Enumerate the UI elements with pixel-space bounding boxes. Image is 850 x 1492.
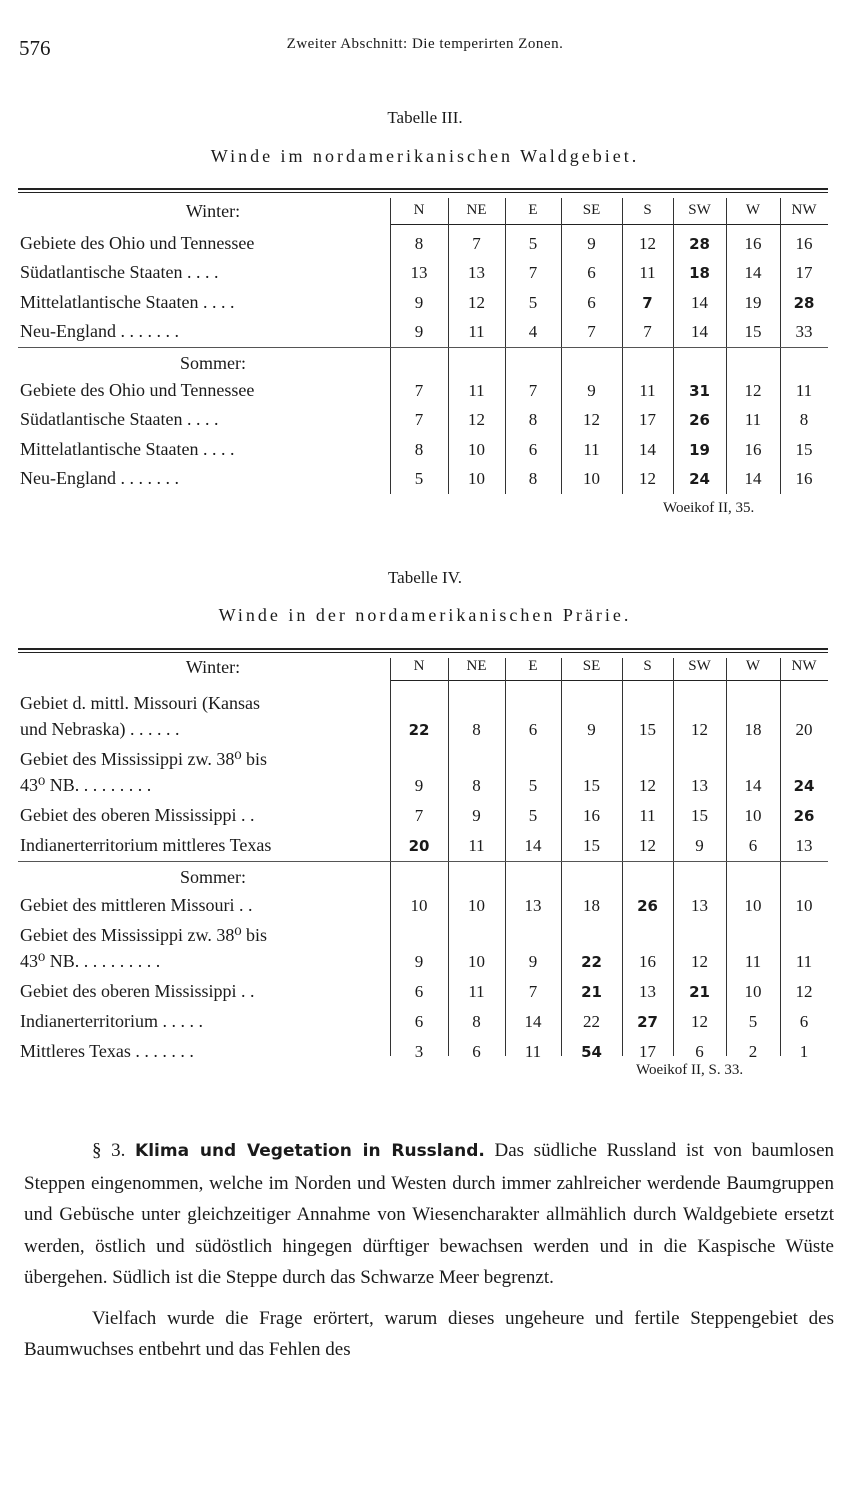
- season-rule: [18, 861, 828, 862]
- row-label: 43⁰ NB. . . . . . . . . .: [20, 951, 161, 971]
- cell-ne: 9: [472, 806, 481, 825]
- winter-heading: Winter:: [185, 657, 241, 677]
- cell-sw: 31: [689, 382, 710, 400]
- cell-w: 16: [744, 439, 762, 459]
- cell-se: 9: [587, 234, 596, 253]
- cell-se: 54: [581, 1043, 602, 1061]
- cell-e: 5: [528, 776, 538, 795]
- row-label: Indianerterritorium . . . . .: [20, 1011, 203, 1031]
- cell-nw: 6: [799, 1012, 809, 1031]
- cell-s: 7: [642, 293, 653, 312]
- running-title: Zweiter Abschnitt: Die temperirten Zonen.: [286, 36, 564, 52]
- cell-n: 9: [414, 292, 424, 312]
- cell-sw: 12: [691, 952, 708, 971]
- cell-sw: 12: [691, 720, 708, 739]
- cell-w: 14: [744, 776, 762, 795]
- cell-e: 7: [528, 982, 538, 1001]
- cell-s: 11: [639, 263, 656, 283]
- cell-nw: 20: [795, 720, 813, 739]
- cell-sw: 9: [695, 836, 704, 855]
- cell-w: 19: [744, 292, 762, 312]
- row-label: Gebiet des oberen Mississippi . .: [20, 805, 255, 825]
- row-label: Gebiet des Mississippi zw. 38⁰ bis: [20, 749, 268, 769]
- cell-n: 22: [408, 721, 430, 739]
- cell-nw: 8: [799, 410, 809, 430]
- table3-subcaption: Winde im nordamerikanischen Waldgebiet.: [210, 146, 640, 166]
- cell-w: 11: [744, 410, 762, 430]
- cell-w: 2: [748, 1042, 758, 1061]
- cell-n: 13: [410, 263, 428, 283]
- cell-se: 12: [583, 410, 600, 430]
- cell-e: 7: [528, 381, 538, 400]
- cell-sw: 28: [689, 235, 710, 253]
- column-header-ne: NE: [466, 658, 487, 674]
- cell-ne: 10: [468, 469, 485, 489]
- row-label: Neu-England . . . . . . .: [20, 321, 179, 342]
- row-label: und Nebraska) . . . . . .: [20, 719, 180, 739]
- row-label: Gebiet des Mississippi zw. 38⁰ bis: [20, 925, 268, 945]
- cell-w: 16: [744, 234, 762, 253]
- cell-n: 9: [414, 322, 424, 342]
- cell-ne: 11: [468, 381, 485, 400]
- cell-n: 5: [414, 469, 424, 489]
- cell-sw: 13: [691, 896, 708, 915]
- cell-w: 12: [744, 381, 762, 400]
- column-header-s: S: [643, 658, 652, 674]
- cell-ne: 6: [472, 1042, 481, 1061]
- top-rule: [18, 648, 828, 650]
- column-header-n: N: [413, 658, 425, 674]
- section-text: [24, 1135, 834, 1366]
- table3-caption: Tabelle III.: [387, 108, 463, 127]
- cell-s: 12: [639, 836, 656, 855]
- row-label: Gebiet d. mittl. Missouri (Kansas: [20, 693, 260, 713]
- cell-se: 10: [583, 469, 600, 489]
- cell-nw: 26: [793, 807, 815, 825]
- cell-e: 5: [528, 806, 538, 825]
- cell-e: 8: [528, 410, 538, 430]
- cell-sw: 15: [691, 806, 708, 825]
- cell-ne: 10: [468, 439, 485, 459]
- cell-n: 20: [408, 837, 430, 855]
- cell-e: 14: [524, 1012, 542, 1031]
- cell-sw: 24: [689, 470, 710, 489]
- top-rule: [18, 188, 828, 190]
- row-label: Gebiet des oberen Mississippi . .: [20, 981, 255, 1001]
- cell-n: 9: [414, 952, 424, 971]
- cell-sw: 6: [695, 1042, 704, 1061]
- cell-nw: 13: [795, 836, 813, 855]
- paragraph-1: [24, 1135, 834, 1294]
- cell-s: 17: [639, 410, 656, 430]
- table3-wind-table: [18, 188, 828, 516]
- cell-se: 6: [587, 292, 596, 312]
- cell-s: 12: [639, 234, 656, 253]
- row-label: Neu-England . . . . . . .: [20, 468, 179, 489]
- cell-se: 15: [583, 836, 600, 855]
- top-rule-thin: [18, 192, 828, 193]
- cell-e: 9: [528, 952, 538, 971]
- cell-ne: 12: [468, 292, 485, 312]
- cell-w: 18: [744, 720, 762, 739]
- cell-ne: 7: [472, 234, 481, 253]
- cell-w: 6: [748, 836, 758, 855]
- cell-w: 10: [744, 982, 762, 1001]
- cell-n: 6: [414, 982, 424, 1001]
- cell-sw: 14: [691, 322, 708, 342]
- cell-nw: 11: [795, 381, 813, 400]
- row-label: Mittleres Texas . . . . . . .: [20, 1041, 194, 1061]
- cell-s: 14: [639, 439, 656, 459]
- row-label: Gebiete des Ohio und Tennessee: [20, 380, 255, 400]
- cell-nw: 11: [795, 952, 813, 971]
- cell-n: 8: [414, 439, 424, 459]
- cell-se: 9: [587, 720, 596, 739]
- cell-se: 21: [581, 983, 602, 1001]
- column-header-n: N: [413, 202, 425, 218]
- cell-sw: 14: [691, 292, 708, 312]
- column-header-e: E: [528, 658, 538, 674]
- cell-s: 17: [639, 1042, 656, 1061]
- cell-w: 14: [744, 469, 762, 489]
- cell-se: 22: [583, 1012, 600, 1031]
- cell-e: 7: [528, 263, 538, 283]
- cell-nw: 15: [795, 439, 813, 459]
- page-number: 576: [19, 36, 51, 60]
- cell-sw: 18: [689, 264, 710, 283]
- cell-ne: 13: [468, 263, 485, 283]
- cell-e: 6: [528, 720, 538, 739]
- column-header-se: SE: [582, 202, 601, 218]
- column-header-nw: NW: [791, 658, 817, 674]
- header-rule: [390, 224, 828, 225]
- cell-nw: 17: [795, 263, 813, 283]
- cell-w: 5: [748, 1012, 758, 1031]
- table4-caption: Tabelle IV.: [387, 568, 463, 587]
- cell-s: 12: [639, 776, 656, 795]
- cell-w: 10: [744, 806, 762, 825]
- cell-e: 6: [528, 439, 538, 459]
- cell-se: 11: [583, 439, 600, 459]
- cell-n: 3: [414, 1042, 424, 1061]
- cell-ne: 8: [472, 776, 481, 795]
- cell-se: 18: [583, 896, 600, 915]
- cell-e: 4: [528, 322, 538, 342]
- cell-nw: 16: [795, 469, 813, 489]
- cell-s: 16: [639, 952, 656, 971]
- cell-w: 10: [744, 896, 762, 915]
- cell-se: 22: [581, 953, 602, 971]
- summer-heading: Sommer:: [180, 867, 246, 887]
- cell-s: 11: [639, 806, 656, 825]
- cell-s: 26: [637, 897, 658, 915]
- cell-w: 15: [744, 322, 762, 342]
- cell-s: 12: [639, 469, 656, 489]
- cell-ne: 8: [472, 1012, 481, 1031]
- cell-ne: 8: [472, 720, 481, 739]
- source-citation: Woeikof II, 35.: [663, 500, 755, 516]
- cell-ne: 11: [468, 322, 485, 342]
- table4-wind-table: [18, 648, 828, 1078]
- cell-se: 6: [587, 263, 596, 283]
- cell-n: 9: [414, 776, 424, 795]
- cell-s: 11: [639, 381, 656, 400]
- header-rule: [390, 680, 828, 681]
- cell-n: 10: [410, 896, 428, 915]
- column-header-w: W: [745, 202, 761, 218]
- cell-e: 14: [524, 836, 542, 855]
- column-header-sw: SW: [688, 658, 711, 674]
- cell-s: 27: [637, 1013, 658, 1031]
- cell-sw: 12: [691, 1012, 708, 1031]
- cell-s: 13: [639, 982, 656, 1001]
- cell-nw: 16: [795, 234, 813, 253]
- column-header-s: S: [643, 202, 652, 218]
- row-label: Mittelatlantische Staaten . . . .: [20, 291, 235, 312]
- cell-sw: 21: [689, 983, 710, 1001]
- cell-nw: 12: [795, 982, 813, 1001]
- winter-heading: Winter:: [185, 201, 241, 221]
- row-label: Gebiete des Ohio und Tennessee: [20, 233, 255, 253]
- cell-s: 7: [643, 322, 652, 342]
- column-header-se: SE: [582, 658, 601, 674]
- cell-ne: 10: [468, 952, 485, 971]
- row-label: 43⁰ NB. . . . . . . . .: [20, 775, 152, 795]
- cell-nw: 28: [793, 293, 815, 312]
- top-rule-thin: [18, 652, 828, 653]
- cell-nw: 10: [795, 896, 813, 915]
- summer-heading: Sommer:: [180, 352, 246, 373]
- column-header-w: W: [745, 658, 761, 674]
- section-heading: Klima und Vegetation in Russland.: [135, 1141, 485, 1161]
- cell-se: 16: [583, 806, 600, 825]
- cell-n: 6: [414, 1012, 424, 1031]
- cell-e: 11: [524, 1042, 542, 1061]
- section-number: § 3.: [92, 1140, 126, 1161]
- source-citation: Woeikof II, S. 33.: [636, 1062, 744, 1078]
- cell-n: 8: [414, 234, 424, 253]
- running-header: [0, 36, 850, 60]
- paragraph-2: Vielfach wurde die Frage erörtert, warum dieses ungeheure und fertile Steppengebiet des Baumwuchses entbehrt und das Fehlen des: [24, 1307, 834, 1360]
- row-label: Südatlantische Staaten . . . .: [20, 262, 219, 283]
- season-rule: [18, 347, 828, 348]
- cell-s: 15: [639, 720, 656, 739]
- row-label: Südatlantische Staaten . . . .: [20, 409, 219, 430]
- cell-nw: 1: [799, 1042, 809, 1061]
- cell-e: 13: [524, 896, 542, 915]
- cell-ne: 11: [468, 982, 485, 1001]
- row-label: Mittelatlantische Staaten . . . .: [20, 438, 235, 459]
- paragraph-1-text: Das südliche Russland ist von baumlosen Steppen eingenommen, welche im Norden und Westen durch immer zahlreicher werdende Baumgruppen und Gebüsche unter gleichzeitiger Annahme von Wiesencharakter allmählich durch Waldgebiete ersetzt werden, östlich und südöstlich hingegen dürftiger bewachsen werden und in die Kaspische Wüste übergehen. Südlich ist die Steppe durch das Schwarze Meer begrenzt.: [24, 1140, 834, 1288]
- row-label: Indianerterritorium mittleres Texas: [20, 835, 272, 855]
- cell-n: 7: [414, 381, 424, 400]
- row-label: Gebiet des mittleren Missouri . .: [20, 895, 253, 915]
- column-header-sw: SW: [688, 202, 711, 218]
- cell-e: 5: [528, 234, 538, 253]
- column-header-e: E: [528, 202, 538, 218]
- table4-subcaption: Winde in der nordamerikanischen Prärie.: [218, 605, 632, 625]
- cell-se: 9: [587, 381, 596, 400]
- cell-ne: 10: [468, 896, 485, 915]
- cell-se: 15: [583, 776, 600, 795]
- cell-ne: 12: [468, 410, 485, 430]
- cell-nw: 33: [795, 322, 813, 342]
- cell-w: 14: [744, 263, 762, 283]
- cell-se: 7: [587, 322, 596, 342]
- cell-w: 11: [744, 952, 762, 971]
- cell-sw: 26: [689, 411, 710, 430]
- cell-nw: 24: [793, 777, 815, 795]
- cell-sw: 13: [691, 776, 708, 795]
- cell-n: 7: [414, 410, 424, 430]
- cell-ne: 11: [468, 836, 485, 855]
- cell-n: 7: [414, 806, 424, 825]
- column-header-ne: NE: [466, 202, 487, 218]
- cell-e: 5: [528, 292, 538, 312]
- column-header-nw: NW: [791, 202, 817, 218]
- cell-sw: 19: [689, 440, 710, 459]
- cell-e: 8: [528, 469, 538, 489]
